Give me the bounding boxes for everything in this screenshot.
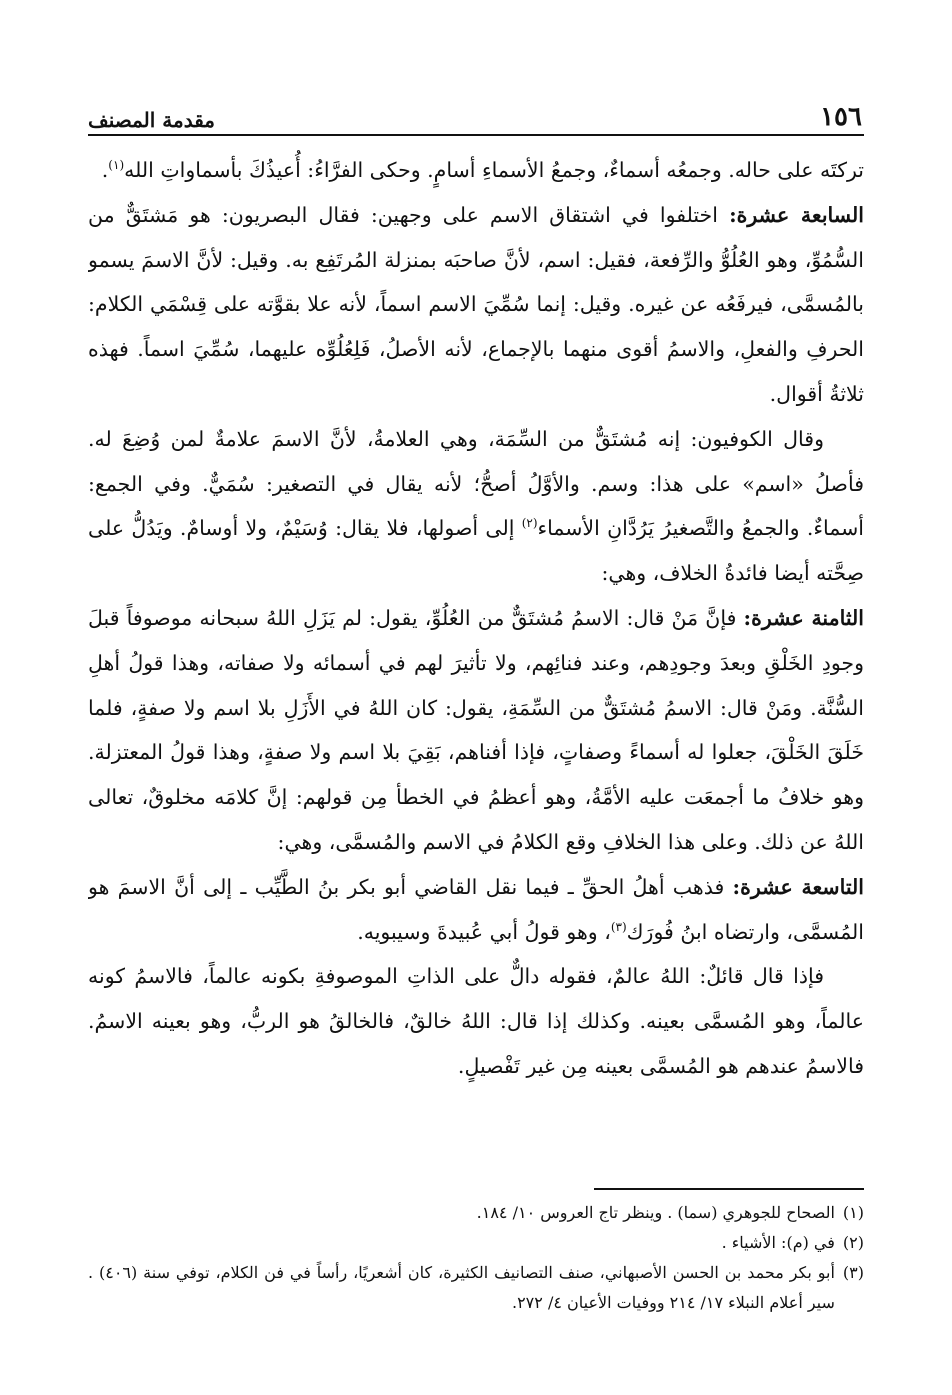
footnote-rule [594, 1188, 864, 1190]
paragraph-3 [88, 417, 864, 596]
paragraph-6 [88, 954, 864, 1088]
footnote-ref-3[interactable]: (٣) [610, 919, 627, 934]
paragraph-5-end: ، وهو قولُ أبي عُبيدةَ وسيبويه. [357, 919, 611, 944]
paragraph-6-text: فإذا قال قائلٌ: اللهُ عالمٌ، فقوله دالٌّ على الذاتِ الموصوفةِ بكونه عالماً، فالاسمُ كونه عالماً، وهو المُسمَّى بعينه. وكذلك إذا قال: اللهُ خالقٌ، فالخالقُ هو الربُّ، وهو بعينه الاسمُ. فالاسمُ عندهم هو المُسمَّى بعينه مِن غير تَفْصيلٍ. [88, 964, 864, 1078]
section-17-heading: السابعة عشرة: [729, 202, 864, 227]
footnote-number: (٢) [842, 1233, 864, 1252]
footnote-2 [88, 1228, 864, 1258]
paragraph-3-end: إلى أصولها، فلا يقال: وُسَيْمٌ، ولا أوسامٌ. ويَدُلُّ على صِحَّته أيضا فائدةُ الخلاف، وهي: [88, 516, 864, 586]
footnotes [88, 1198, 864, 1358]
paragraph-1-end: . [101, 158, 109, 182]
paragraph-2 [88, 193, 864, 417]
footnote-text: الصحاح للجوهري (سما) . وينظر تاج العروس ١٠/ ١٨٤. [476, 1203, 835, 1222]
paragraph-3-text: وقال الكوفيون: إنه مُشتَقٌّ من السِّمَة، وهي العلامةُ، لأنَّ الاسمَ علامةٌ لمن وُضِعَ له. فأصلُ «اسم» على هذا: وسم. والأوَّلُ أصحُّ؛ لأنه يقال في التصغير: سُمَيٌّ. وفي الجمع: أسماءٌ. والجمعُ والتَّصغيرُ يَرُدَّانِ الأسماء [88, 426, 864, 541]
footnote-text: في (م): الأشياء . [721, 1233, 835, 1252]
paragraph-4 [88, 596, 864, 865]
header-rule [88, 134, 864, 136]
main-text [88, 148, 864, 1173]
paragraph-4-text: فإنَّ مَنْ قال: الاسمُ مُشتَقٌّ من العُلُوِّ، يقول: لم يَزَلِ اللهُ سبحانه موصوفاً قبلَ وجودِ الخَلْقِ وبعدَ وجودِهم، وعند فنائِهم، ولا تأثيرَ لهم في أسمائه ولا صفاته، وهذا قولُ أهلِ السُّنَّة. ومَنْ قال: الاسمُ مُشتَقٌّ من السِّمَةِ، يقول: كان اللهُ في الأَزَلِ بلا اسم ولا صفةٍ، فلما خَلَقَ الخَلْقَ، جعلوا له أسماءً وصفاتٍ، فإذا أفناهم، بَقِيَ بلا اسم ولا صفةٍ، وهذا قولُ المعتزلة. وهو خلافُ ما أجمعَت عليه الأمَّةُ، وهو أعظمُ في الخطأ مِن قولهم: إنَّ كلامَه مخلوقٌ، تعالى اللهُ عن ذلك. وعلى هذا الخلافِ وقع الكلامُ في الاسم والمُسمَّى، وهي: [88, 605, 864, 854]
section-19-heading: التاسعة عشرة: [732, 874, 864, 899]
paragraph-1 [88, 148, 864, 193]
footnote-3 [88, 1258, 864, 1318]
footnote-text: أبو بكر محمد بن الحسن الأصبهاني، صنف التصانيف الكثيرة، كان أشعريًا، رأساً في فن الكلام، توفي سنة (٤٠٦) . سير أعلام النبلاء ١٧/ ٢١٤ ووفيات الأعيان ٤/ ٢٧٢. [88, 1263, 835, 1312]
paragraph-5 [88, 865, 864, 955]
footnote-1 [88, 1198, 864, 1228]
paragraph-2-text: اختلفوا في اشتقاق الاسم على وجهين: فقال البصريون: هو مَشتَقٌّ من السُّمُوِّ، وهو العُلُوُّ والرِّفعة، فقيل: اسم، لأنَّ صاحبَه بمنزلة المُرتَفِع به. وقيل: لأنَّ الاسمَ يسمو بالمُسمَّى، فيرفَعُه عن غيره. وقيل: إنما سُمِّيَ الاسم اسماً، لأنه علا بقوَّته على قِسْمَي الكلام: الحرفِ والفعلِ، والاسمُ أقوى منهما بالإجماع، لأنه الأصلُ، فَلِعُلُوِّه عليهما، سُمِّيَ اسماً. فهذه ثلاثةُ أقوال. [88, 202, 864, 406]
paragraph-5-text: فذهب أهلُ الحقِّ ـ فيما نقل القاضي أبو بكر بنُ الطَّيِّب ـ إلى أنَّ الاسمَ هو المُسمَّى، وارتضاه ابنُ فُورَك [88, 874, 864, 944]
running-title: مقدمة المصنف [88, 108, 216, 132]
section-18-heading: الثامنة عشرة: [743, 605, 864, 630]
footnote-ref-2[interactable]: (٢) [521, 516, 538, 531]
page-number: ١٥٦ [820, 102, 862, 132]
footnote-number: (٣) [842, 1263, 864, 1282]
paragraph-1-text: تركتَه على حاله. وجمعُه أسماءٌ، وجمعُ الأسماءِ أسامٍ. وحكى الفرَّاءُ: أُعيذُكَ بأسماواتِ الله [124, 158, 864, 182]
page-header [88, 88, 862, 132]
footnote-ref-1[interactable]: (١) [108, 158, 125, 173]
footnote-number: (١) [842, 1203, 864, 1222]
